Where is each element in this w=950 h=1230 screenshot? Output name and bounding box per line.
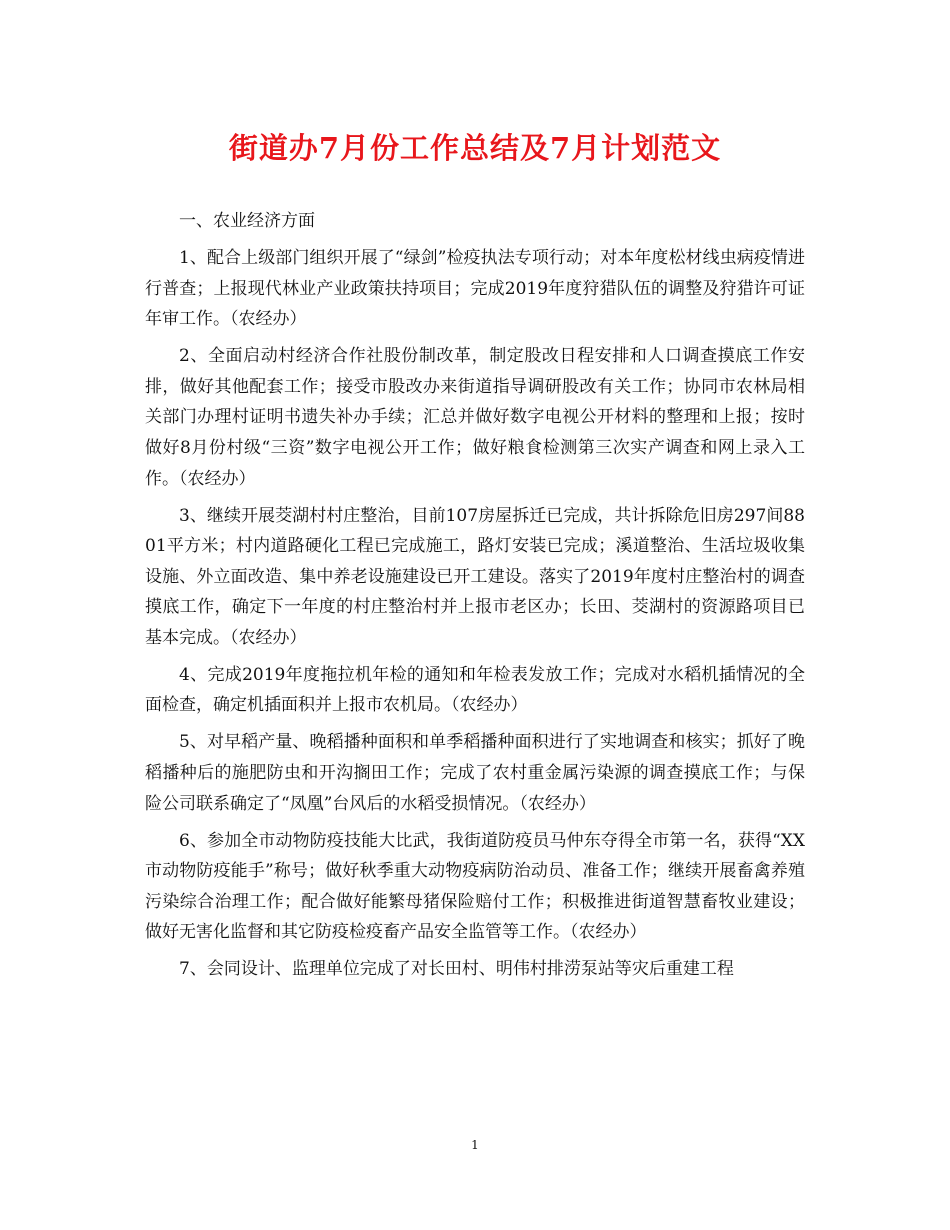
paragraph-4: 4、完成2019年度拖拉机年检的通知和年检表发放工作；完成对水稻机插情况的全面检查，确定机插面积并上报市农机局。（农经办） — [145, 664, 805, 716]
paragraph-7: 7、会同设计、监理单位完成了对长田村、明伟村排涝泵站等灾后重建工程 — [179, 959, 734, 980]
paragraph-2: 2、全面启动村经济合作社股份制改革，制定股改日程安排和人口调查摸底工作安排，做好其他配套工作；接受市股改办来街道指导调研股改有关工作；协同市农林局相关部门办理村证明书遗失补办手续；汇总并做好数字电视公开材料的整理和上报；按时做好8月份村级“三资”数字电视公开工作；做好粮食检测第三次实产调查和网上录入工作。（农经办） — [145, 346, 805, 489]
paragraph-5: 5、对早稻产量、晚稻播种面积和单季稻播种面积进行了实地调查和核实；抓好了晚稻播种后的施肥防虫和开沟搁田工作；完成了农村重金属污染源的调查摸底工作；与保险公司联系确定了“凤凰”台风后的水稻受损情况。（农经办） — [145, 732, 805, 814]
document-title: 街道办7月份工作总结及7月计划范文 — [228, 131, 722, 165]
paragraph-1: 1、配合上级部门组织开展了“绿剑”检疫执法专项行动；对本年度松材线虫病疫情进行普查；上报现代林业产业政策扶持项目；完成2019年度狩猎队伍的调整及狩猎许可证年审工作。（农经办） — [145, 247, 805, 330]
page-number: 1 — [471, 1138, 479, 1152]
paragraph-6: 6、参加全市动物防疫技能大比武，我街道防疫员马仲东夺得全市第一名，获得“XX市动物防疫能手”称号；做好秋季重大动物疫病防治动员、准备工作；继续开展畜禽养殖污染综合治理工作；配合做好能繁母猪保险赔付工作；积极推进街道智慧畜牧业建设；做好无害化监督和其它防疫检疫畜产品安全监管等工作。（农经办） — [145, 830, 805, 943]
document-body — [145, 206, 805, 991]
paragraph-3: 3、继续开展茭湖村村庄整治，目前107房屋拆迁已完成，共计拆除危旧房297间8801平方米；村内道路硬化工程已完成施工，路灯安装已完成；溪道整治、生活垃圾收集设施、外立面改造、集中养老设施建设已开工建设。落实了2019年度村庄整治村的调查摸底工作，确定下一年度的村庄整治村并上报市老区办；长田、茭湖村的资源路项目已基本完成。（农经办） — [145, 505, 805, 648]
section-heading: 一、农业经济方面 — [179, 211, 315, 231]
